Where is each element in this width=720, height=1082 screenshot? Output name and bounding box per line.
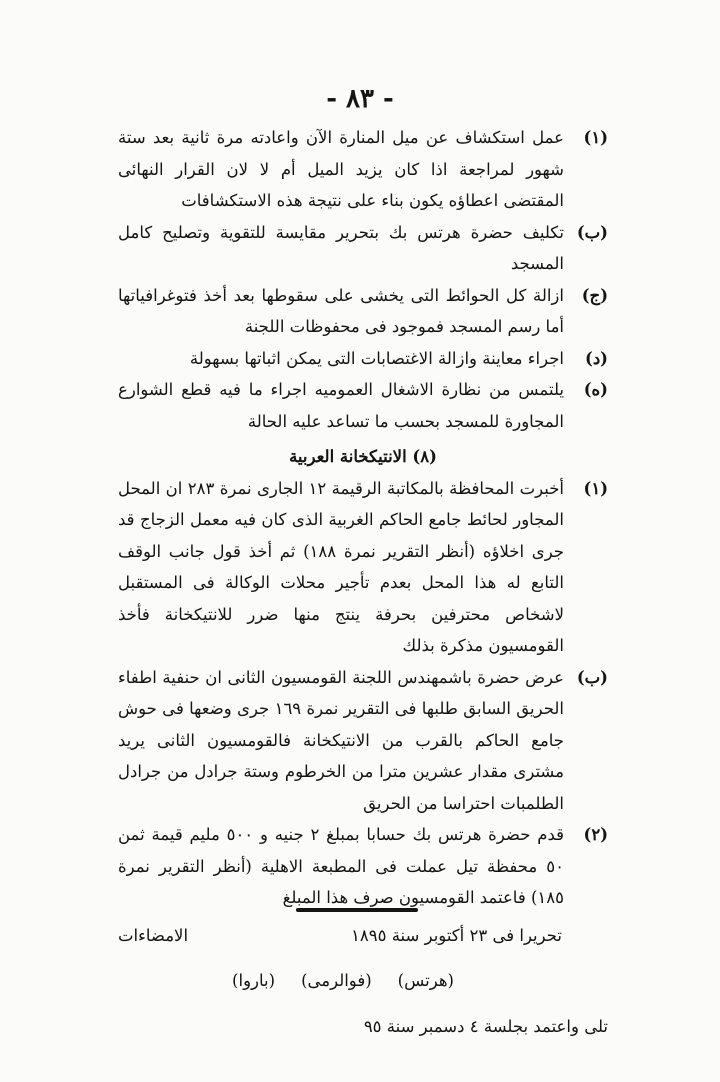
item-text: ازالة كل الحوائط التى يخشى على سقوطها بعد أخذ فتوغرافياتها أما رسم المسجد فموجود فى محفوظات اللجنة (118, 285, 564, 336)
page-number: - ٨٣ - (326, 84, 394, 114)
date-line (118, 920, 608, 952)
item-marker: (ب) (576, 667, 608, 687)
signature: (فوالرمى) (301, 971, 372, 990)
signature: (هرتس) (397, 971, 454, 990)
signature: (باروا) (232, 971, 276, 990)
list-item (118, 217, 608, 280)
list-item (118, 280, 608, 343)
item-marker: (د) (585, 348, 608, 368)
signatures-label: الامضاءات (118, 925, 189, 945)
document-body (118, 122, 608, 1042)
item-marker: (٢) (583, 825, 608, 844)
signatures (118, 965, 568, 997)
list-item (118, 374, 608, 437)
item-text: اجراء معاينة وازالة الاغتصابات التى يمكن اثباتها بسهولة (189, 348, 564, 368)
list-item (118, 662, 608, 820)
item-text: تكليف حضرة هرتس بك بتحرير مقايسة للتقوية وتصليح كامل المسجد (118, 222, 564, 273)
item-marker: (ج) (581, 285, 608, 305)
list-item (118, 343, 608, 375)
date-text: تحريرا فى ٢٣ أكتوبر سنة ١٨٩٥ (351, 925, 562, 945)
item-marker: (١) (583, 478, 608, 498)
item-marker: (١) (583, 128, 608, 147)
item-text: يلتمس من نظارة الاشغال العموميه اجراء ما فيه قطع الشوارع المجاورة للمسجد بحسب ما تساعد عليه الحالة (118, 380, 564, 431)
item-text: عمل استكشاف عن ميل المنارة الآن واعادته مرة ثانية بعد ستة شهور لمراجعة اذا كان يزيد الميل أم لا لان القرار النهائى المقتضى اعطاؤه يكون بناء على نتيجة هذه الاستكشافات (118, 128, 564, 210)
item-text: قدم حضرة هرتس بك حسابا بمبلغ ٢ جنيه و ٥٠٠ مليم قيمة ثمن ٥٠ محفظة تيل عملت فى المطبعة الاهلية (أنظر التقرير نمرة ١٨٥) فاعتمد القومسيون صرف هذا المبلغ (118, 825, 564, 907)
section-heading: (٨) الانتيكخانة العربية (289, 447, 437, 466)
approval-note: تلى واعتمد بجلسة ٤ دسمبر سنة ٩٥ (363, 1016, 608, 1036)
item-marker: (ب) (576, 222, 608, 242)
list-item (118, 122, 608, 217)
end-rule (296, 908, 418, 912)
list-item (118, 473, 608, 662)
item-marker: (ه) (583, 380, 608, 399)
list-item (118, 819, 608, 914)
item-text: أخبرت المحافظة بالمكاتبة الرقيمة ١٢ الجارى نمرة ٢٨٣ ان المحل المجاور لحائط جامع الحاكم الغربية الذى كان فيه معمل الزجاج قد جرى اخلاؤه (أنظر التقرير نمرة ١٨٨) ثم أخذ قول جانب الوقف التابع له هذا المحل بعدم تأجير محلات الوكالة فى المستقبل لاشخاص محترفين بحرفة ينتج منها ضرر للانتيكخانة فأخذ القومسيون مذكرة بذلك (118, 478, 564, 655)
item-text: عرض حضرة باشمهندس اللجنة القومسيون الثانى ان حنفية اطفاء الحريق السابق طلبها فى التقرير نمرة ١٦٩ جرى وضعها فى حوش جامع الحاكم بالقرب من الانتيكخانة فالقومسيون الثانى يريد مشترى مقدار عشرين مترا من الخرطوم وستة جرادل من جرادل الطلمبات احتراسا من الحريق (118, 667, 564, 813)
